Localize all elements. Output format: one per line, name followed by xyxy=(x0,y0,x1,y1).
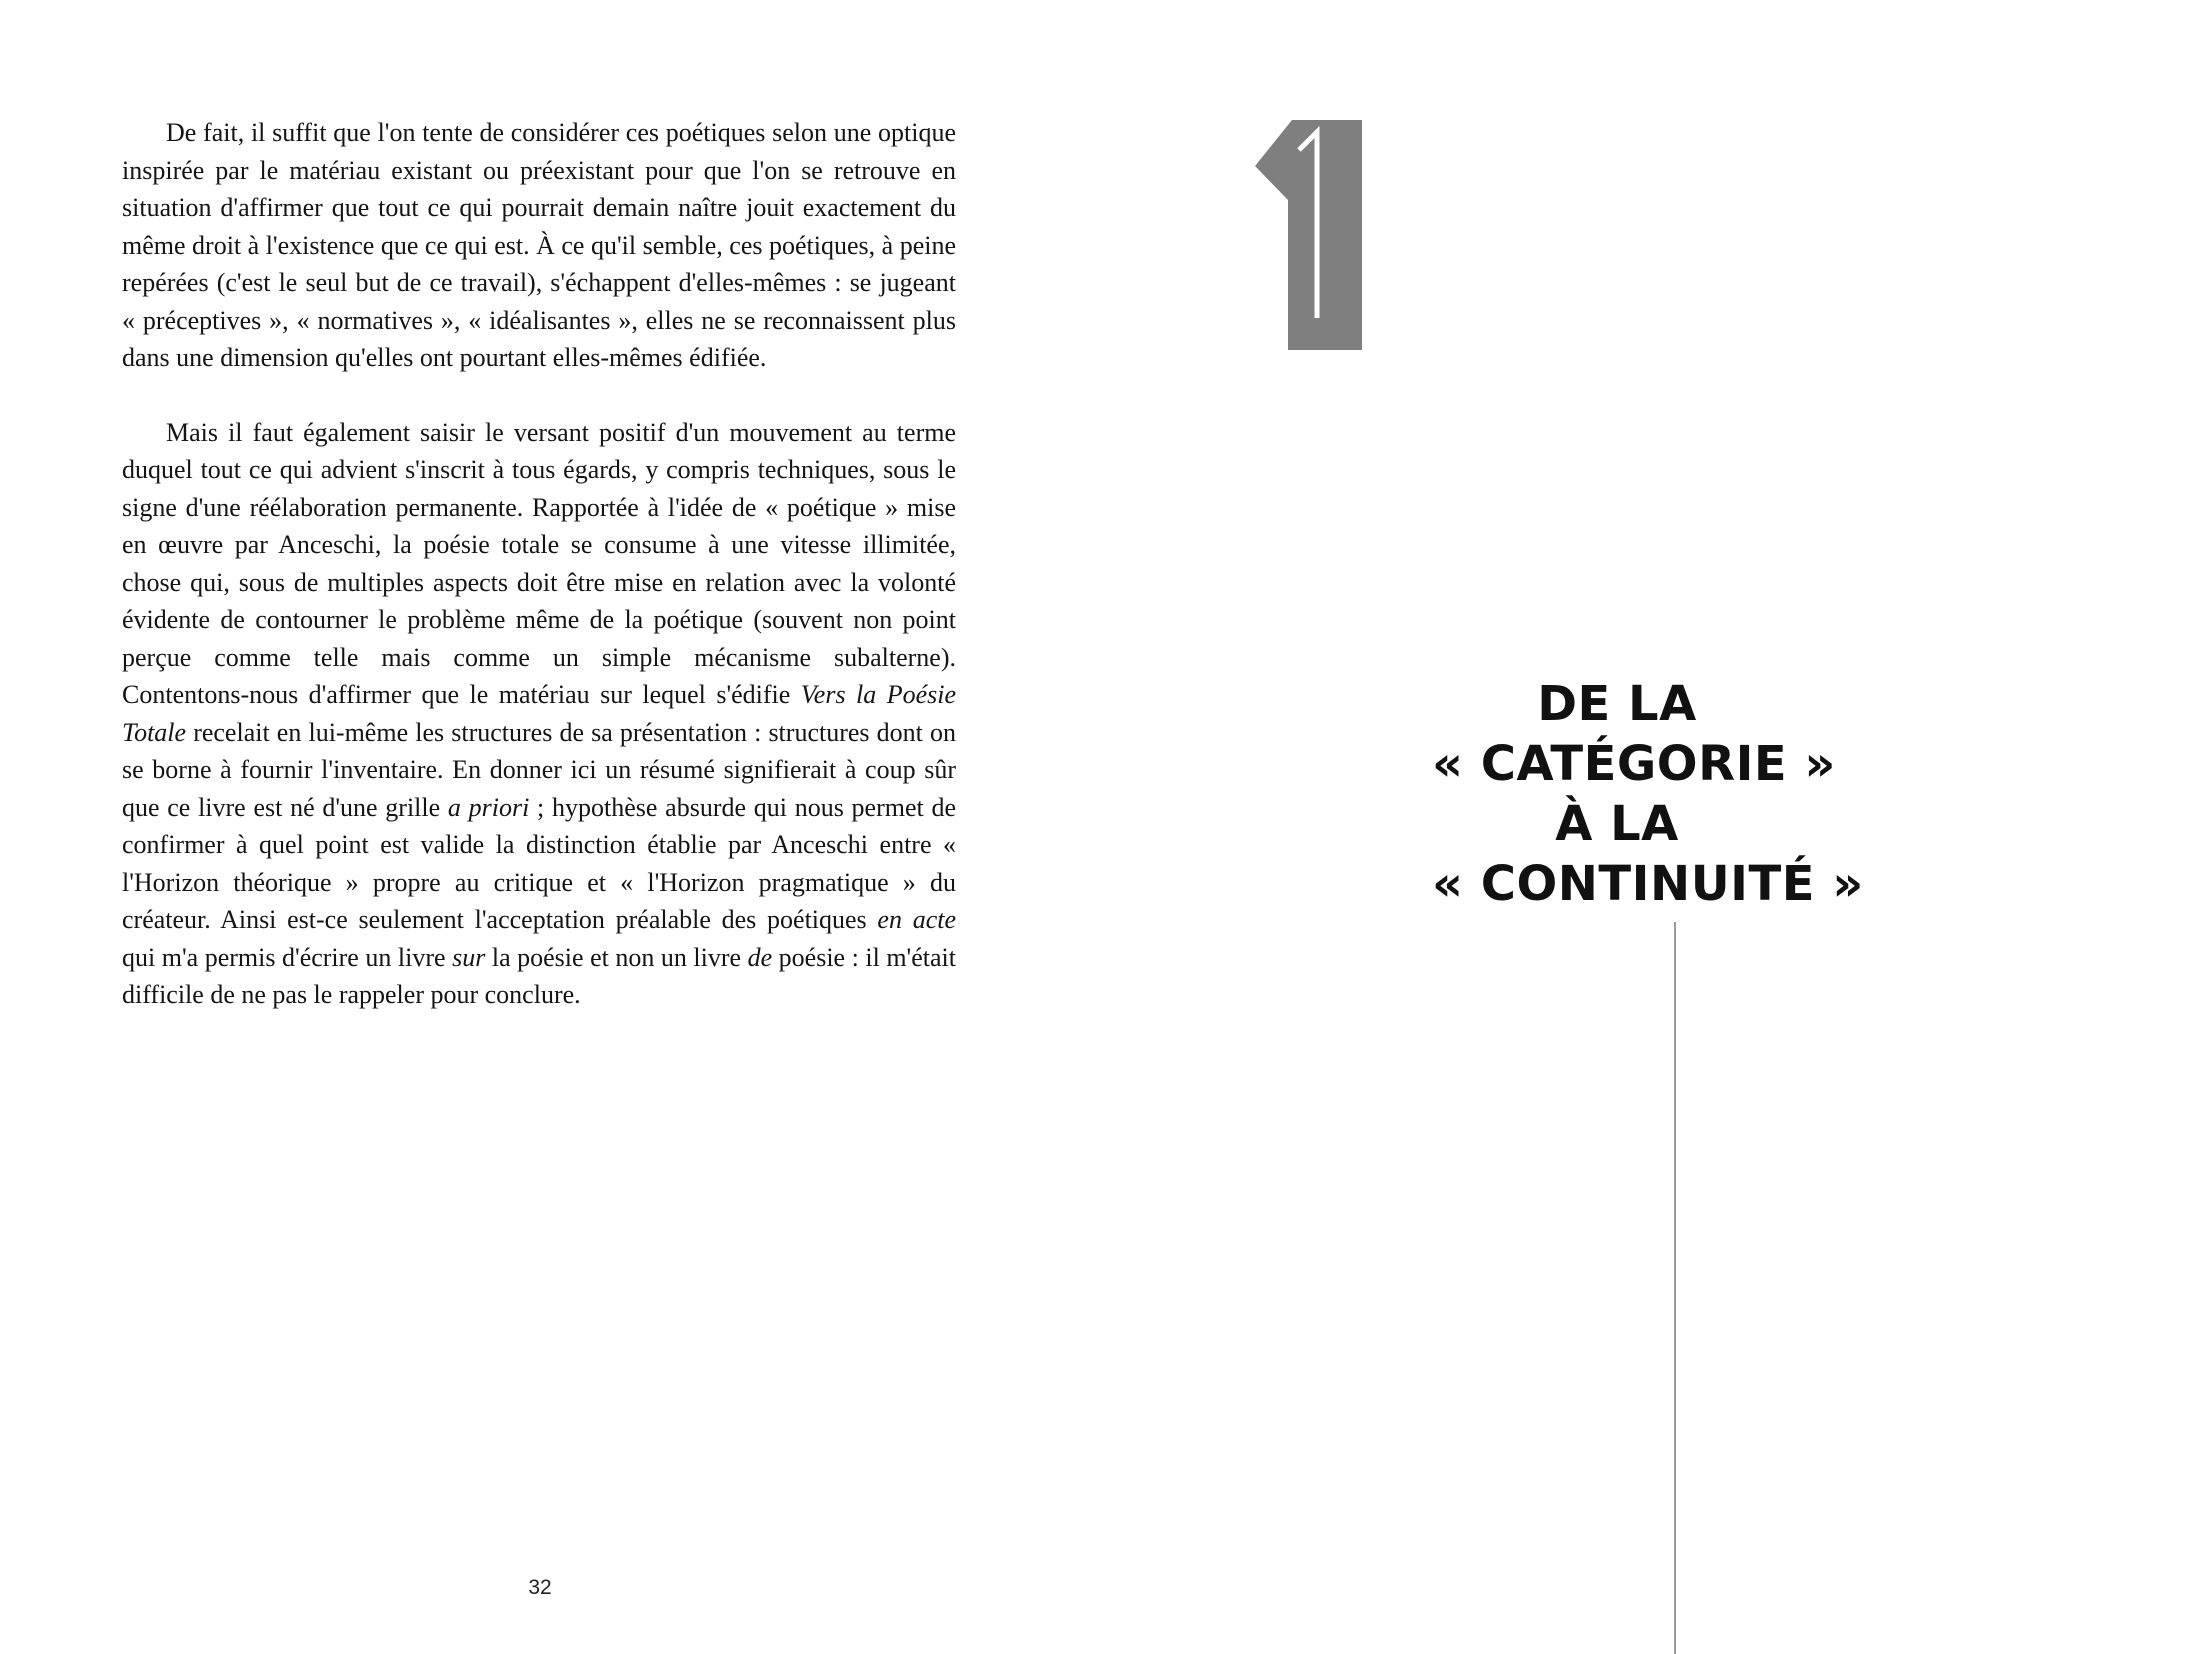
chapter-title-line-2: « CATÉGORIE » xyxy=(1432,736,1836,792)
page-number: 32 xyxy=(528,1576,552,1599)
text-run: ; hypothèse absurde qui nous permet de confirmer à quel point est valide la distinction établie par Anceschi entre « l'Horizon théorique » propre au critique et « l'Horizon pragmatique » du créateur. Ainsi est-ce seulement l'acceptation préalable des poétiques xyxy=(122,792,957,934)
chapter-number-glyph xyxy=(1255,120,1365,350)
italic-run: sur xyxy=(452,942,486,972)
italic-run: de xyxy=(747,942,773,972)
italic-run: en acte xyxy=(877,905,956,934)
left-page xyxy=(0,0,1102,1654)
chapter-title-line-4: « CONTINUITÉ » xyxy=(1432,856,1864,912)
text-run: recelait en lui-même les structures de sa présentation : structures dont on se borne à fournir l'inventaire. En donner ici un résumé signifierait à coup sûr que ce livre est né d'une grille xyxy=(122,717,956,822)
italic-run: Vers la Poésie Totale xyxy=(122,680,956,747)
body-paragraph xyxy=(122,414,956,1014)
body-paragraph xyxy=(122,114,956,377)
chapter-title-line-1: DE LA xyxy=(1537,676,1697,732)
chapter-title xyxy=(1432,674,1864,914)
text-run: poésie : il m'était difficile de ne pas le rappeler pour conclure. xyxy=(122,942,956,1009)
italic-run: a priori xyxy=(447,792,530,822)
text-run: Mais il faut également saisir le versant positif d'un mouvement au terme duquel tout ce qui advient s'inscrit à tous égards, y compris techniques, sous le signe d'une réélaboration permanente. Rapportée à l'idée de « poétique » mise en œuvre par Anceschi, la poésie totale se consume à une vitesse illimitée, chose qui, sous de multiples aspects doit être mise en relation avec la volonté évidente de contourner le problème même de la poétique (souvent non point perçue comme telle mais comme un simple mécanisme subalterne). Contentons-nous d'affirmer que le matériau sur lequel s'édifie xyxy=(122,417,956,709)
text-run: la poésie et non un livre xyxy=(485,942,748,972)
right-page xyxy=(1102,0,2205,1654)
body-text xyxy=(122,114,956,1014)
chapter-title-line-3: À LA xyxy=(1555,796,1679,852)
chapter-number xyxy=(1255,120,1365,350)
text-run: De fait, il suffit que l'on tente de considérer ces poétiques selon une optique inspirée par le matériau existant ou préexistant pour que l'on se retrouve en situation d'affirmer que tout ce qui pourrait demain naître jouit exactement du même droit à l'existence que ce qui est. À ce qu'il semble, ces poétiques, à peine repérées (c'est le seul but de ce travail), s'échappent d'elles-mêmes : se jugeant « préceptives », « normatives », « idéalisantes », elles ne se reconnaissent plus dans une dimension qu'elles ont pourtant elles-mêmes édifiée. xyxy=(122,118,956,372)
vertical-rule xyxy=(1674,922,1676,1654)
text-run: qui m'a permis d'écrire un livre xyxy=(122,942,453,972)
